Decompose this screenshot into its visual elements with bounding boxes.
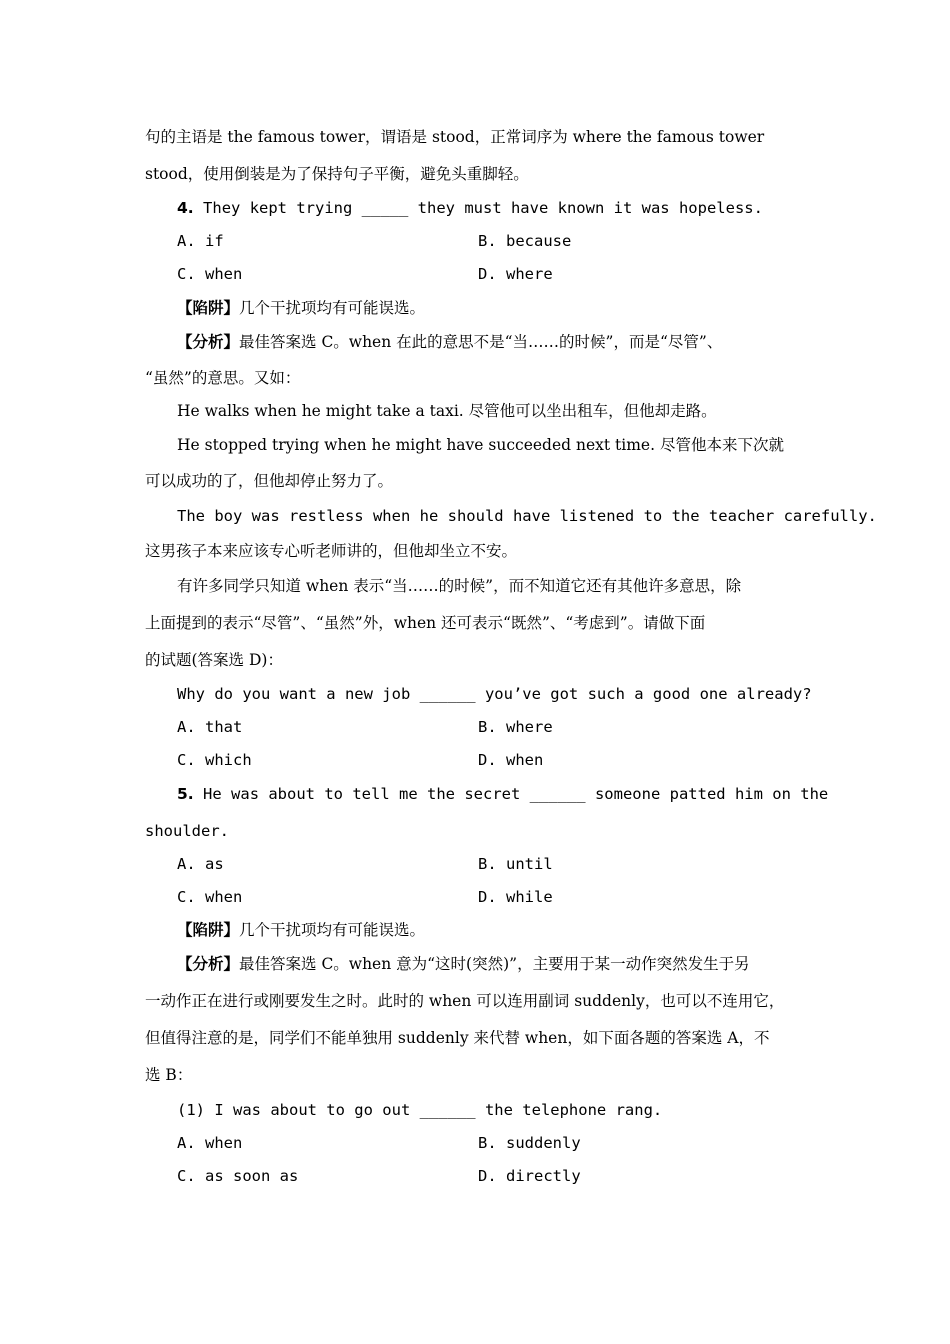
analysis-label: 【分析】 [177, 333, 240, 351]
question-5-stem: shoulder. [145, 822, 229, 840]
note-line: 有许多同学只知道 when 表示“当……的时候”，而不知道它还有其他许多意思，除 [177, 577, 742, 595]
option-b: B. until [478, 855, 553, 873]
question-number: 5. [177, 785, 194, 803]
question-5-stem: 5. He was about to tell me the secret ______ someone patted him on the [177, 785, 829, 803]
paragraph-line: stood，使用倒装是为了保持句子平衡，避免头重脚轻。 [145, 165, 529, 183]
analysis-line: 【分析】最佳答案选 C。when 意为“这时(突然)”，主要用于某一动作突然发生于另 [177, 955, 750, 973]
note-line: 上面提到的表示“尽管”、“虽然”外，when 还可表示“既然”、“考虑到”。请做下面 [145, 614, 706, 632]
question-4-stem: 4. They kept trying _____ they must have known it was hopeless. [177, 199, 763, 217]
option-a: A. as [177, 855, 224, 873]
example-line: The boy was restless when he should have listened to the teacher carefully. [177, 507, 877, 525]
example-line: 这男孩子本来应该专心听老师讲的，但他却坐立不安。 [145, 542, 518, 560]
practice-question-stem: Why do you want a new job ______ you’ve got such a good one already? [177, 685, 812, 703]
option-a: A. that [177, 718, 243, 736]
analysis-line: 但值得注意的是，同学们不能单独用 suddenly 来代替 when，如下面各题的答案选 A，不 [145, 1029, 770, 1047]
example-line: He walks when he might take a taxi. 尽管他可以坐出租车，但他却走路。 [177, 402, 717, 420]
option-b: B. because [478, 232, 572, 250]
trap-label: 【陷阱】 [177, 299, 240, 317]
option-d: D. while [478, 888, 553, 906]
analysis-line: “虽然”的意思。又如： [145, 369, 301, 387]
analysis-line: 一动作正在进行或刚要发生之时。此时的 when 可以连用副词 suddenly，也可以不连用它， [145, 992, 785, 1010]
analysis-line: 选 B： [145, 1066, 193, 1084]
example-line: He stopped trying when he might have succeeded next time. 尽管他本来下次就 [177, 436, 784, 454]
option-d: D. directly [478, 1167, 581, 1185]
option-c: C. as soon as [177, 1167, 299, 1185]
analysis-line: 【分析】最佳答案选 C。when 在此的意思不是“当……的时候”，而是“尽管”、 [177, 333, 723, 351]
option-c: C. when [177, 888, 243, 906]
trap-note: 【陷阱】几个干扰项均有可能误选。 [177, 921, 426, 939]
example-line: 可以成功的了，但他却停止努力了。 [145, 472, 394, 490]
question-number: 4. [177, 199, 194, 217]
paragraph-line: 句的主语是 the famous tower，谓语是 stood，正常词序为 where the famous tower [145, 128, 765, 146]
option-a: A. if [177, 232, 224, 250]
analysis-label: 【分析】 [177, 955, 240, 973]
option-a: A. when [177, 1134, 243, 1152]
option-b: B. suddenly [478, 1134, 581, 1152]
option-d: D. where [478, 265, 553, 283]
sub-question-stem: (1) I was about to go out ______ the telephone rang. [177, 1101, 663, 1119]
option-c: C. when [177, 265, 243, 283]
trap-note: 【陷阱】几个干扰项均有可能误选。 [177, 299, 426, 317]
option-b: B. where [478, 718, 553, 736]
note-line: 的试题(答案选 D)： [145, 651, 283, 669]
option-d: D. when [478, 751, 544, 769]
option-c: C. which [177, 751, 252, 769]
trap-label: 【陷阱】 [177, 921, 240, 939]
